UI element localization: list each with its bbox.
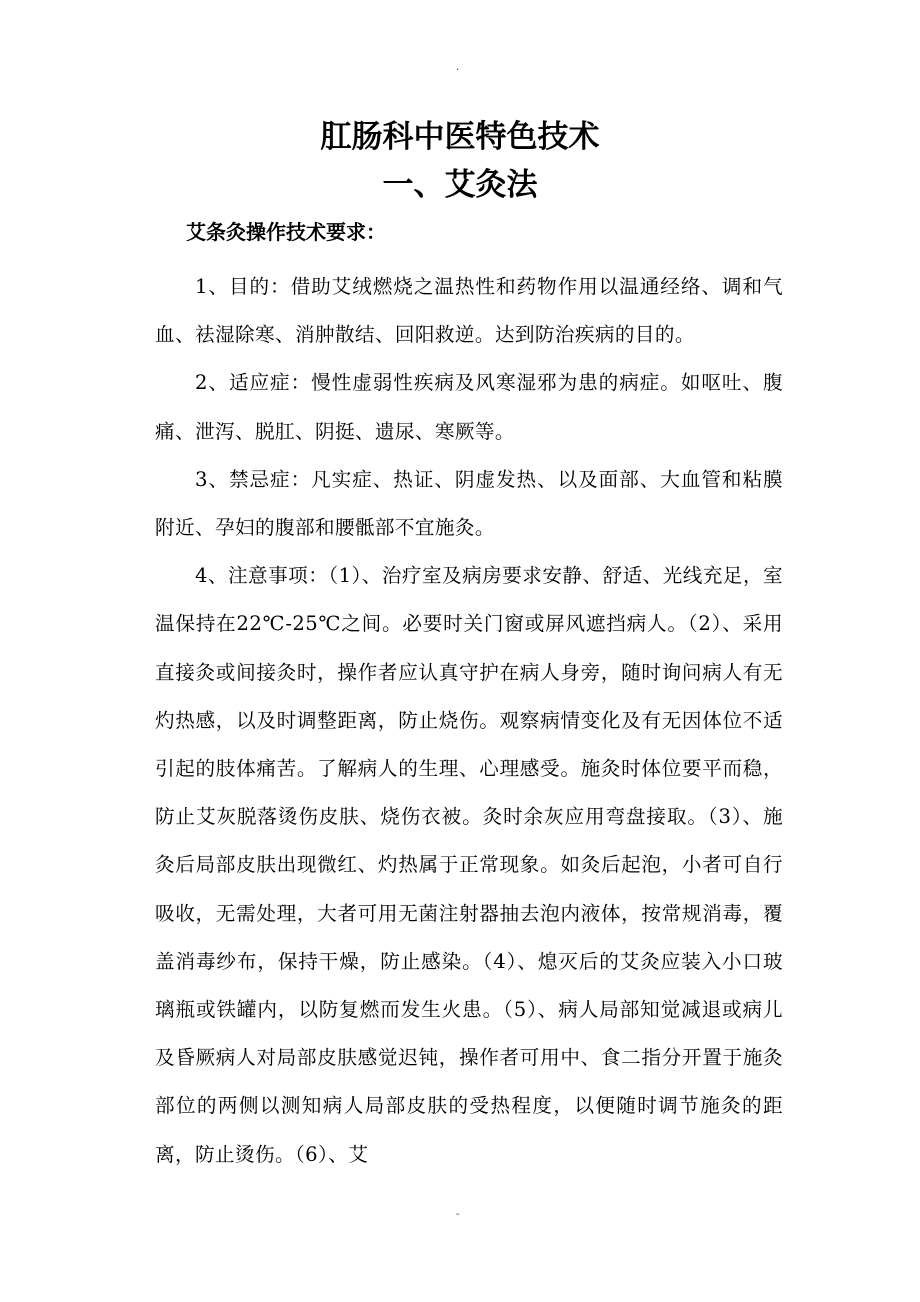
subheading: 艾条灸操作技术要求： bbox=[186, 220, 386, 244]
paragraph-precautions: 4、注意事项：（1）、治疗室及病房要求安静、舒适、光线充足，室温保持在22℃-25℃之间。必要时关门窗或屏风遮挡病人。（2）、采用直接灸或间接灸时，操作者应认真守护在病人身旁，随时询问病人有无灼热感，以及时调整距离，防止烧伤。观察病情变化及有无因体位不适引起的肢体痛苦。了解病人的生理、心理感受。施灸时体位要平而稳，防止艾灰脱落烫伤皮肤、烧伤衣被。灸时余灰应用弯盘接取。（3）、施灸后局部皮肤出现微红、灼热属于正常现象。如灸后起泡，小者可自行吸收，无需处理，大者可用无菌注射器抽去泡内液体，按常规消毒，覆盖消毒纱布，保持干燥，防止感染。（4）、熄灭后的艾灸应装入小口玻璃瓶或铁罐内，以防复燃而发生火患。（5）、病人局部知觉减退或病儿及昏厥病人对局部皮肤感觉迟钝，操作者可用中、食二指分开置于施灸部位的两侧以测知病人局部皮肤的受热程度，以便随时调节施灸的距离，防止烫伤。（6）、艾 bbox=[155, 564, 783, 1166]
document-title: 肛肠科中医特色技术 bbox=[320, 119, 600, 155]
paragraph-indications: 2、适应症：慢性虚弱性疾病及风寒湿邪为患的病症。如呕吐、腹痛、泄泻、脱肛、阴挺、遗尿、寒厥等。 bbox=[155, 371, 783, 443]
footer-mark: - bbox=[456, 1209, 460, 1220]
header-mark: · bbox=[456, 65, 460, 76]
body-text bbox=[155, 263, 783, 1179]
paragraph-contraindications: 3、禁忌症：凡实症、热证、阴虚发热、以及面部、大血管和粘膜附近、孕妇的腹部和腰骶部不宜施灸。 bbox=[155, 467, 783, 540]
section-title: 一、艾灸法 bbox=[382, 167, 538, 203]
paragraph-purpose: 1、目的：借助艾绒燃烧之温热性和药物作用以温通经络、调和气血、祛湿除寒、消肿散结、回阳救逆。达到防治疾病的目的。 bbox=[155, 275, 783, 347]
